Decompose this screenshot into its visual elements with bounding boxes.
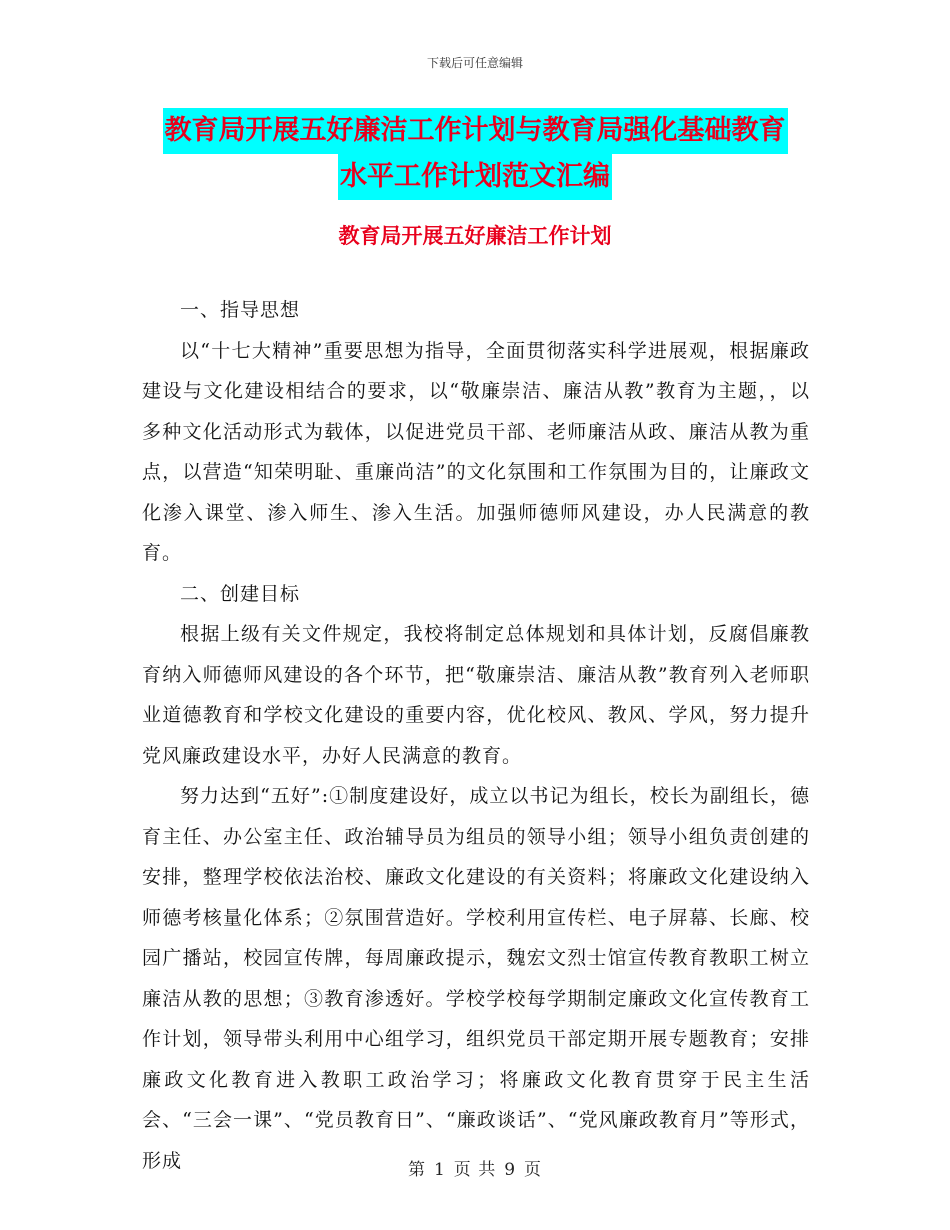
footer-mid: 页 共 [453, 1160, 497, 1180]
page-number: 1 [433, 1160, 446, 1180]
heading-goals: 二、创建目标 [180, 582, 301, 605]
page-total: 9 [504, 1160, 517, 1180]
footer-prefix: 第 [407, 1160, 426, 1180]
section-title: 教育局开展五好廉洁工作计划 [338, 224, 612, 248]
page-footer [0, 1155, 950, 1180]
paragraph-goals: 根据上级有关文件规定，我校将制定总体规划和具体计划，反腐倡廉教育纳入师德师风建设的各个环节，把“敬廉崇洁、廉洁从教”教育列入老师职业道德教育和学校文化建设的重要内容，优化校风、教风、学风，努力提升党风廉政建设水平，办好人民满意的教育。 [142, 623, 810, 767]
title-line-2: 水平工作计划范文汇编 [338, 154, 612, 200]
paragraph-five-goods: 努力达到“五好”:①制度建设好，成立以书记为组长，校长为副组长，德育主任、办公室主任、政治辅导员为组员的领导小组；领导小组负责创建的安排，整理学校依法治校、廉政文化建设的有关资料；将廉政文化建设纳入师德考核量化体系；②氛围营造好。学校利用宣传栏、电子屏幕、长廊、校园广播站，校园宣传牌，每周廉政提示，魏宏文烈士馆宣传教育教职工树立廉洁从教的思想；③教育渗透好。学校学校每学期制定廉政文化宣传教育工作计划，领导带头利用中心组学习，组织党员干部定期开展专题教育；安排廉政文化教育进入教职工政治学习；将廉政文化教育贯穿于民主生活会、“三会一课”、“党员教育日”、“廉政谈话”、“党风廉政教育月”等形式，形成 [142, 785, 810, 1172]
footer-suffix: 页 [524, 1160, 543, 1180]
paragraph-guiding-ideology: 以“十七大精神”重要思想为指导，全面贯彻落实科学进展观，根据廉政建设与文化建设相结合的要求，以“敬廉崇洁、廉洁从教”教育为主题，，以多种文化活动形式为载体，以促进党员干部、老师廉洁从政、廉洁从教为重点，以营造“知荣明耻、重廉尚洁”的文化氛围和工作氛围为目的，让廉政文化渗入课堂、渗入师生、渗入生活。加强师德师风建设，办人民满意的教育。 [142, 339, 810, 564]
title-line-1: 教育局开展五好廉洁工作计划与教育局强化基础教育 [163, 108, 788, 154]
body-text [142, 290, 810, 1181]
heading-guiding-ideology: 一、指导思想 [180, 299, 301, 321]
document-title [0, 108, 950, 200]
header-note: 下载后可任意编辑 [426, 56, 523, 70]
